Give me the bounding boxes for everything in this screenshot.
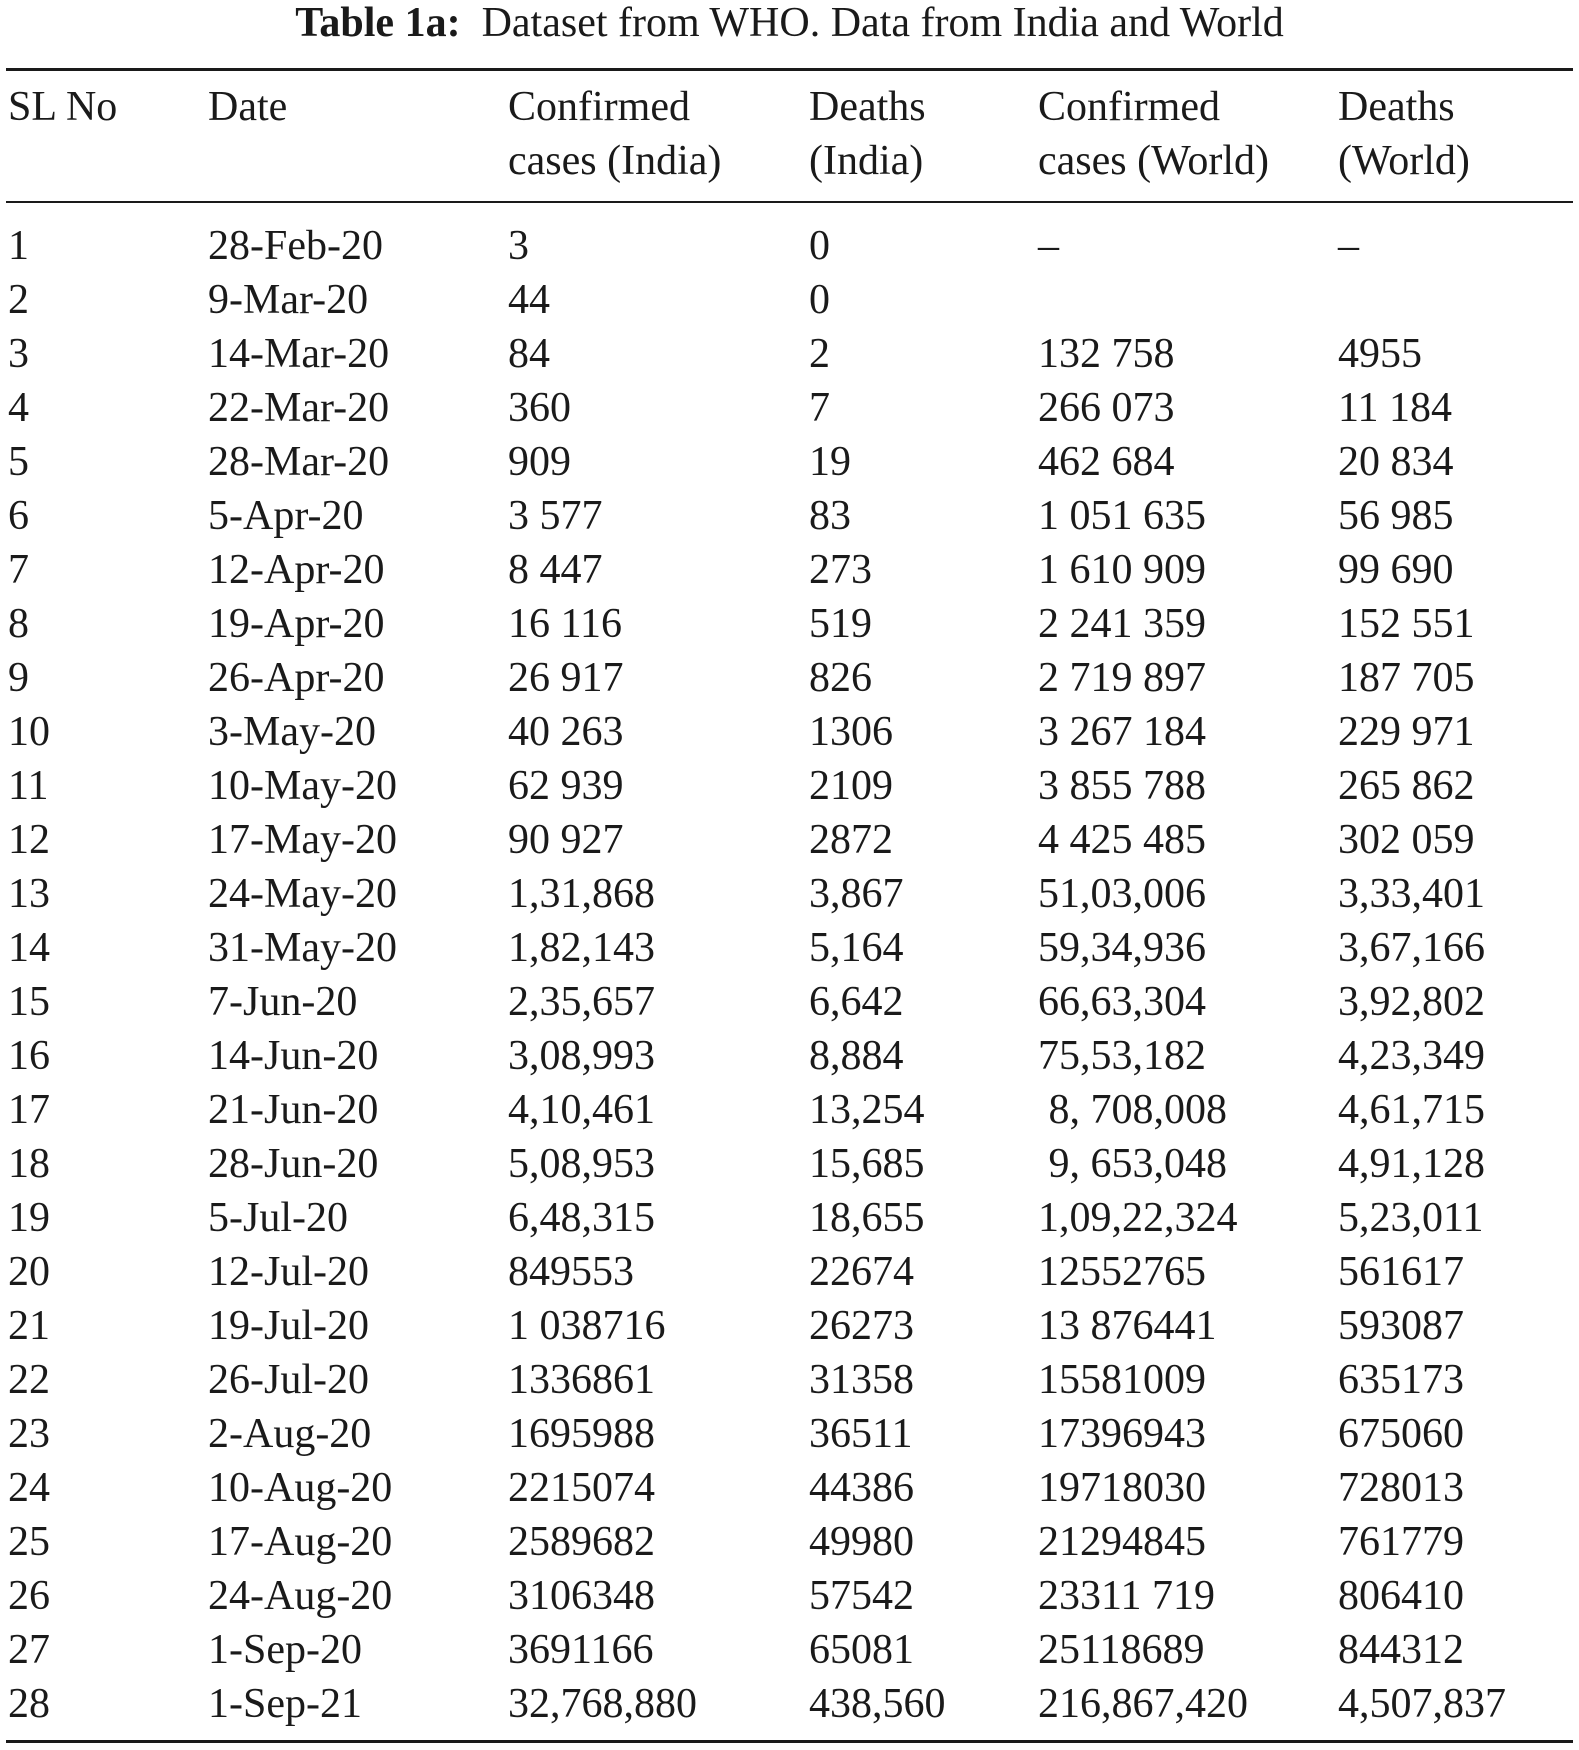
- cell-deaths-india: 0: [809, 223, 830, 269]
- cell-deaths-india: 2872: [809, 817, 893, 863]
- cell-deaths-india: 3,867: [809, 871, 904, 917]
- cell-deaths-india: 36511: [809, 1411, 913, 1457]
- cell-date: 22-Mar-20: [208, 385, 390, 431]
- cell-confirmed-world: 23311 719: [1038, 1573, 1215, 1619]
- cell-confirmed-world: 8, 708,008: [1038, 1087, 1227, 1133]
- cell-date: 1-Sep-20: [208, 1627, 362, 1673]
- cell-deaths-world: 4,23,349: [1338, 1033, 1485, 1079]
- table-row: [0, 597, 1579, 651]
- table-row: [0, 381, 1579, 435]
- cell-confirmed-world: 12552765: [1038, 1249, 1206, 1295]
- cell-confirmed-world: 3 267 184: [1038, 709, 1206, 755]
- cell-sl-no: 2: [8, 277, 29, 323]
- header-line: (India): [809, 138, 924, 184]
- header-line: (World): [1338, 138, 1470, 184]
- cell-confirmed-world: 66,63,304: [1038, 979, 1206, 1025]
- cell-confirmed-world: 21294845: [1038, 1519, 1206, 1565]
- cell-confirmed-india: 5,08,953: [508, 1141, 655, 1187]
- cell-sl-no: 13: [8, 871, 50, 917]
- cell-confirmed-world: 266 073: [1038, 385, 1175, 431]
- cell-deaths-world: –: [1338, 223, 1359, 269]
- header-line: cases (India): [508, 138, 722, 184]
- cell-confirmed-world: 19718030: [1038, 1465, 1206, 1511]
- cell-deaths-india: 8,884: [809, 1033, 904, 1079]
- cell-deaths-world: 4,61,715: [1338, 1087, 1485, 1133]
- cell-sl-no: 23: [8, 1411, 50, 1457]
- cell-sl-no: 20: [8, 1249, 50, 1295]
- cell-deaths-world: 806410: [1338, 1573, 1464, 1619]
- cell-deaths-india: 22674: [809, 1249, 914, 1295]
- cell-date: 28-Jun-20: [208, 1141, 379, 1187]
- cell-confirmed-india: 2,35,657: [508, 979, 655, 1025]
- cell-confirmed-india: 1336861: [508, 1357, 655, 1403]
- cell-sl-no: 17: [8, 1087, 50, 1133]
- cell-sl-no: 28: [8, 1681, 50, 1727]
- cell-confirmed-world: 9, 653,048: [1038, 1141, 1227, 1187]
- cell-confirmed-india: 8 447: [508, 547, 603, 593]
- cell-confirmed-world: 75,53,182: [1038, 1033, 1206, 1079]
- cell-date: 14-Mar-20: [208, 331, 390, 377]
- cell-deaths-india: 519: [809, 601, 872, 647]
- header-sl-no: [8, 80, 117, 134]
- cell-deaths-world: 561617: [1338, 1249, 1464, 1295]
- cell-sl-no: 24: [8, 1465, 50, 1511]
- table-row: [0, 705, 1579, 759]
- cell-confirmed-india: 62 939: [508, 763, 624, 809]
- cell-deaths-india: 19: [809, 439, 851, 485]
- cell-sl-no: 19: [8, 1195, 50, 1241]
- table-body: [0, 219, 1579, 1731]
- table-row: [0, 1137, 1579, 1191]
- table-row: [0, 1299, 1579, 1353]
- cell-confirmed-world: 1 051 635: [1038, 493, 1206, 539]
- cell-confirmed-world: 13 876441: [1038, 1303, 1217, 1349]
- header-date: [208, 80, 287, 134]
- cell-date: 9-Mar-20: [208, 277, 369, 323]
- cell-sl-no: 10: [8, 709, 50, 755]
- cell-deaths-world: 152 551: [1338, 601, 1475, 647]
- header-confirmed-india: [508, 80, 721, 188]
- cell-sl-no: 4: [8, 385, 29, 431]
- table-row: [0, 813, 1579, 867]
- cell-sl-no: 9: [8, 655, 29, 701]
- header-line: cases (World): [1038, 138, 1270, 184]
- cell-date: 5-Apr-20: [208, 493, 364, 539]
- header-line: Date: [208, 84, 288, 130]
- cell-deaths-world: 302 059: [1338, 817, 1475, 863]
- table-row: [0, 1623, 1579, 1677]
- table-row: [0, 219, 1579, 273]
- cell-sl-no: 27: [8, 1627, 50, 1673]
- cell-date: 31-May-20: [208, 925, 397, 971]
- cell-deaths-world: 56 985: [1338, 493, 1454, 539]
- cell-confirmed-world: 17396943: [1038, 1411, 1206, 1457]
- cell-sl-no: 21: [8, 1303, 50, 1349]
- cell-confirmed-world: 51,03,006: [1038, 871, 1206, 917]
- cell-deaths-world: 187 705: [1338, 655, 1475, 701]
- cell-deaths-india: 57542: [809, 1573, 914, 1619]
- cell-deaths-world: 675060: [1338, 1411, 1464, 1457]
- cell-confirmed-world: 216,867,420: [1038, 1681, 1248, 1727]
- cell-deaths-world: 3,67,166: [1338, 925, 1485, 971]
- cell-confirmed-india: 360: [508, 385, 571, 431]
- table-row: [0, 651, 1579, 705]
- table-row: [0, 921, 1579, 975]
- cell-sl-no: 18: [8, 1141, 50, 1187]
- cell-date: 10-May-20: [208, 763, 397, 809]
- cell-deaths-world: 11 184: [1338, 385, 1452, 431]
- cell-confirmed-india: 6,48,315: [508, 1195, 655, 1241]
- table-header-rule: [6, 201, 1573, 203]
- cell-confirmed-india: 1695988: [508, 1411, 655, 1457]
- table-caption-label: Table 1a:: [295, 0, 461, 46]
- cell-deaths-india: 438,560: [809, 1681, 946, 1727]
- cell-deaths-world: 20 834: [1338, 439, 1454, 485]
- cell-deaths-india: 273: [809, 547, 872, 593]
- header-line: Deaths: [809, 84, 926, 130]
- cell-date: 2-Aug-20: [208, 1411, 372, 1457]
- cell-sl-no: 12: [8, 817, 50, 863]
- cell-date: 10-Aug-20: [208, 1465, 393, 1511]
- header-deaths-india: [809, 80, 926, 188]
- table-row: [0, 1191, 1579, 1245]
- cell-date: 7-Jun-20: [208, 979, 358, 1025]
- cell-date: 14-Jun-20: [208, 1033, 379, 1079]
- cell-confirmed-india: 26 917: [508, 655, 624, 701]
- table-bottom-rule: [6, 1740, 1573, 1743]
- cell-confirmed-india: 2589682: [508, 1519, 655, 1565]
- cell-confirmed-world: 4 425 485: [1038, 817, 1206, 863]
- cell-confirmed-india: 32,768,880: [508, 1681, 697, 1727]
- cell-deaths-india: 26273: [809, 1303, 914, 1349]
- cell-sl-no: 7: [8, 547, 29, 593]
- cell-sl-no: 26: [8, 1573, 50, 1619]
- table-row: [0, 1083, 1579, 1137]
- cell-date: 5-Jul-20: [208, 1195, 348, 1241]
- cell-deaths-india: 31358: [809, 1357, 914, 1403]
- cell-confirmed-world: 1,09,22,324: [1038, 1195, 1238, 1241]
- cell-confirmed-india: 4,10,461: [508, 1087, 655, 1133]
- cell-deaths-world: 761779: [1338, 1519, 1464, 1565]
- table-row: [0, 759, 1579, 813]
- cell-date: 26-Jul-20: [208, 1357, 369, 1403]
- cell-confirmed-world: 132 758: [1038, 331, 1175, 377]
- cell-deaths-world: 4,507,837: [1338, 1681, 1506, 1727]
- cell-deaths-world: 99 690: [1338, 547, 1454, 593]
- cell-confirmed-india: 90 927: [508, 817, 624, 863]
- cell-deaths-india: 44386: [809, 1465, 914, 1511]
- cell-confirmed-world: –: [1038, 223, 1059, 269]
- cell-deaths-india: 6,642: [809, 979, 904, 1025]
- cell-deaths-india: 0: [809, 277, 830, 323]
- cell-deaths-world: 229 971: [1338, 709, 1475, 755]
- cell-date: 26-Apr-20: [208, 655, 385, 701]
- cell-deaths-india: 1306: [809, 709, 893, 755]
- cell-confirmed-india: 3691166: [508, 1627, 654, 1673]
- cell-date: 28-Feb-20: [208, 223, 383, 269]
- cell-confirmed-india: 3: [508, 223, 529, 269]
- cell-confirmed-india: 3 577: [508, 493, 603, 539]
- cell-date: 1-Sep-21: [208, 1681, 362, 1727]
- cell-deaths-india: 18,655: [809, 1195, 925, 1241]
- table-row: [0, 975, 1579, 1029]
- cell-sl-no: 14: [8, 925, 50, 971]
- cell-sl-no: 8: [8, 601, 29, 647]
- table-row: [0, 1407, 1579, 1461]
- header-deaths-world: [1338, 80, 1470, 188]
- cell-confirmed-india: 16 116: [508, 601, 622, 647]
- cell-sl-no: 16: [8, 1033, 50, 1079]
- cell-sl-no: 15: [8, 979, 50, 1025]
- cell-deaths-world: 844312: [1338, 1627, 1464, 1673]
- cell-deaths-world: 4,91,128: [1338, 1141, 1485, 1187]
- cell-confirmed-india: 909: [508, 439, 571, 485]
- cell-deaths-india: 2109: [809, 763, 893, 809]
- table-top-rule: [6, 68, 1573, 71]
- cell-date: 12-Jul-20: [208, 1249, 369, 1295]
- cell-deaths-world: 635173: [1338, 1357, 1464, 1403]
- cell-sl-no: 22: [8, 1357, 50, 1403]
- cell-deaths-india: 83: [809, 493, 851, 539]
- table-row: [0, 1515, 1579, 1569]
- cell-deaths-india: 2: [809, 331, 830, 377]
- cell-date: 17-May-20: [208, 817, 397, 863]
- cell-confirmed-india: 1,82,143: [508, 925, 655, 971]
- cell-date: 19-Apr-20: [208, 601, 385, 647]
- cell-confirmed-world: 2 719 897: [1038, 655, 1206, 701]
- table-row: [0, 273, 1579, 327]
- cell-deaths-world: 593087: [1338, 1303, 1464, 1349]
- cell-sl-no: 3: [8, 331, 29, 377]
- cell-sl-no: 5: [8, 439, 29, 485]
- cell-confirmed-world: 15581009: [1038, 1357, 1206, 1403]
- cell-deaths-india: 65081: [809, 1627, 914, 1673]
- cell-deaths-world: 4955: [1338, 331, 1422, 377]
- cell-date: 19-Jul-20: [208, 1303, 369, 1349]
- cell-confirmed-world: 2 241 359: [1038, 601, 1206, 647]
- table-row: [0, 327, 1579, 381]
- cell-confirmed-india: 84: [508, 331, 550, 377]
- cell-sl-no: 6: [8, 493, 29, 539]
- cell-deaths-world: 265 862: [1338, 763, 1475, 809]
- cell-date: 17-Aug-20: [208, 1519, 393, 1565]
- table-row: [0, 489, 1579, 543]
- cell-deaths-india: 15,685: [809, 1141, 925, 1187]
- cell-date: 24-May-20: [208, 871, 397, 917]
- header-line: Confirmed: [508, 84, 690, 130]
- cell-deaths-world: 728013: [1338, 1465, 1464, 1511]
- table-row: [0, 543, 1579, 597]
- cell-confirmed-world: 59,34,936: [1038, 925, 1206, 971]
- cell-confirmed-india: 3106348: [508, 1573, 655, 1619]
- table-row: [0, 867, 1579, 921]
- cell-sl-no: 11: [8, 763, 49, 809]
- cell-deaths-india: 7: [809, 385, 830, 431]
- table-row: [0, 1677, 1579, 1731]
- cell-deaths-india: 13,254: [809, 1087, 925, 1133]
- table-row: [0, 1569, 1579, 1623]
- cell-confirmed-world: 462 684: [1038, 439, 1175, 485]
- table-header: [0, 80, 1579, 190]
- cell-confirmed-india: 1,31,868: [508, 871, 655, 917]
- cell-deaths-india: 826: [809, 655, 872, 701]
- cell-confirmed-india: 44: [508, 277, 550, 323]
- cell-date: 3-May-20: [208, 709, 376, 755]
- cell-date: 21-Jun-20: [208, 1087, 379, 1133]
- table-caption-text: Dataset from WHO. Data from India and World: [481, 0, 1284, 46]
- cell-sl-no: 1: [8, 223, 29, 269]
- table-caption: [0, 0, 1579, 46]
- cell-confirmed-india: 40 263: [508, 709, 624, 755]
- table-row: [0, 435, 1579, 489]
- cell-date: 12-Apr-20: [208, 547, 385, 593]
- table-row: [0, 1353, 1579, 1407]
- cell-confirmed-world: 3 855 788: [1038, 763, 1206, 809]
- cell-sl-no: 25: [8, 1519, 50, 1565]
- cell-deaths-india: 5,164: [809, 925, 904, 971]
- cell-date: 28-Mar-20: [208, 439, 390, 485]
- header-line: Deaths: [1338, 84, 1455, 130]
- header-confirmed-world: [1038, 80, 1269, 188]
- cell-deaths-world: 3,92,802: [1338, 979, 1485, 1025]
- table-row: [0, 1245, 1579, 1299]
- cell-confirmed-world: 1 610 909: [1038, 547, 1206, 593]
- cell-confirmed-world: 25118689: [1038, 1627, 1205, 1673]
- table-row: [0, 1461, 1579, 1515]
- cell-deaths-world: 5,23,011: [1338, 1195, 1484, 1241]
- cell-confirmed-india: 2215074: [508, 1465, 655, 1511]
- cell-date: 24-Aug-20: [208, 1573, 393, 1619]
- header-line: SL No: [8, 84, 118, 130]
- cell-confirmed-india: 849553: [508, 1249, 634, 1295]
- header-line: Confirmed: [1038, 84, 1220, 130]
- cell-deaths-india: 49980: [809, 1519, 914, 1565]
- cell-confirmed-india: 1 038716: [508, 1303, 666, 1349]
- cell-confirmed-india: 3,08,993: [508, 1033, 655, 1079]
- table-row: [0, 1029, 1579, 1083]
- cell-deaths-world: 3,33,401: [1338, 871, 1485, 917]
